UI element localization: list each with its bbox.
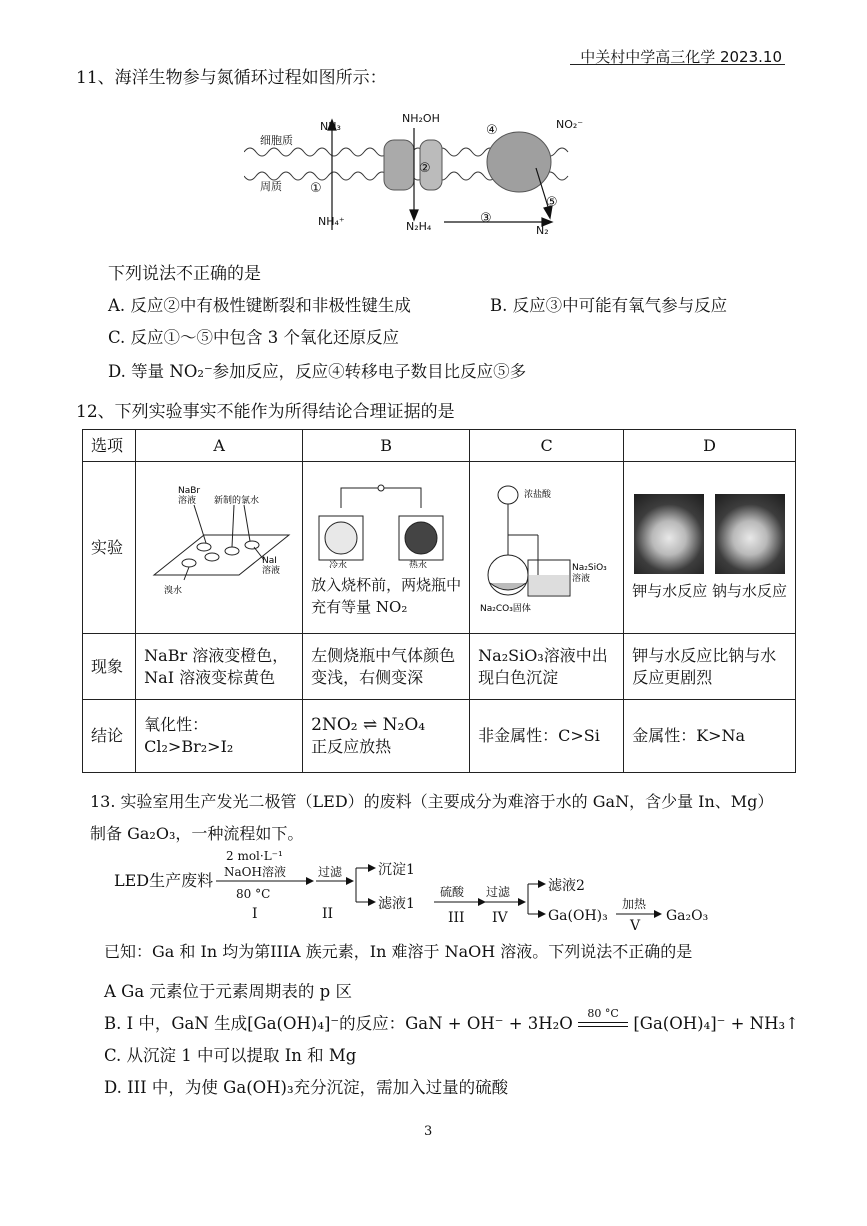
step-5-label: ⑤ <box>546 195 558 210</box>
page-number: 3 <box>424 1124 433 1139</box>
no2-note: 放入烧杯前，两烧瓶中充有等量 NO₂ <box>311 575 462 616</box>
flow-filt2: 滤液2 <box>548 878 585 894</box>
q13-stem-line2: 制备 Ga₂O₃，一种流程如下。 <box>90 824 304 843</box>
na2sio3-label: Na₂SiO₃ <box>572 562 607 573</box>
flow-cond3: 80 °C <box>236 887 271 901</box>
conclusion-b-equation: 2NO₂ ⇌ N₂O₄ <box>311 715 426 735</box>
q13-option-a[interactable]: A Ga 元素位于元素周期表的 p 区 <box>104 982 352 1001</box>
cold-water-label: 冷水 <box>329 560 348 568</box>
cell-b-experiment <box>303 462 470 634</box>
enzyme-4 <box>487 132 551 192</box>
flow-filter2: 过滤 <box>486 885 511 899</box>
row-label-experiment: 实验 <box>83 462 136 634</box>
q11-nitrogen-cycle-diagram <box>244 100 624 250</box>
flow-step4: IV <box>492 910 508 926</box>
cell-c-experiment <box>470 462 624 634</box>
q13-option-b[interactable] <box>104 1007 799 1036</box>
nai-sol-label: 溶液 <box>262 565 281 576</box>
cytoplasm-label: 细胞质 <box>260 134 293 147</box>
flow-heat: 加热 <box>622 897 647 911</box>
q13-option-d[interactable]: D. III 中，为使 Ga(OH)₃充分沉淀，需加入过量的硫酸 <box>104 1078 509 1097</box>
q13-stem-line1: 13. 实验室用生产发光二极管（LED）的废料（主要成分为难溶于水的 GaN，含少量 In、Mg） <box>90 792 774 811</box>
q13-option-b-condition: 80 °C <box>587 1007 619 1020</box>
q13-option-b-rhs: [Ga(OH)₄]⁻ + NH₃↑ <box>633 1014 799 1033</box>
nai-label: NaI <box>262 555 278 566</box>
chlorine-water-label: 新制的氯水 <box>214 495 260 506</box>
flow-step5: V <box>630 918 641 932</box>
q13-option-b-lhs: B. I 中，GaN 生成[Ga(OH)₄]⁻的反应：GaN + OH⁻ + 3H₂O <box>104 1014 573 1033</box>
header-c: C <box>470 430 624 462</box>
potassium-water-photo <box>634 494 704 574</box>
q11-stem: 11、海洋生物参与氮循环过程如图所示： <box>76 68 387 88</box>
row-label-conclusion: 结论 <box>83 700 136 773</box>
sodium-water-photo <box>715 494 785 574</box>
cell-b-phenomenon: 左侧烧瓶中气体颜色变浅，右侧变深 <box>303 634 470 700</box>
no2-label: NO₂⁻ <box>556 118 584 131</box>
cell-a-conclusion <box>136 700 303 773</box>
q13-option-c[interactable]: C. 从沉淀 1 中可以提取 In 和 Mg <box>104 1046 357 1065</box>
step-4-label: ④ <box>486 123 498 138</box>
header-d: D <box>624 430 796 462</box>
sodium-caption: 钠与水反应 <box>711 581 787 600</box>
flow-start: LED生产废料 <box>114 871 214 890</box>
flow-filter1: 过滤 <box>318 865 343 879</box>
conclusion-a-line2: Cl₂>Br₂>I₂ <box>144 737 234 756</box>
q11-option-d[interactable]: D. 等量 NO₂⁻参加反应，反应④转移电子数目比反应⑤多 <box>108 362 527 381</box>
na2co3-label: Na₂CO₃固体 <box>480 603 531 614</box>
nh4-label: NH₄⁺ <box>318 215 345 228</box>
potassium-caption: 钾与水反应 <box>632 581 708 600</box>
header-b: B <box>303 430 470 462</box>
hot-water-label: 热水 <box>409 560 428 568</box>
na2sio3-sol-label: 溶液 <box>572 573 591 584</box>
nh2oh-label: NH₂OH <box>402 112 440 125</box>
step-1-label: ① <box>310 181 322 196</box>
flow-cond2: NaOH溶液 <box>224 865 286 879</box>
flow-filt1: 滤液1 <box>378 896 415 912</box>
periplasm-label: 周质 <box>260 180 282 193</box>
spot-plate-figure <box>144 475 294 615</box>
header-option: 选项 <box>83 430 136 462</box>
hcl-label: 浓盐酸 <box>524 489 552 500</box>
q12-table <box>82 429 796 773</box>
flow-product: Ga₂O₃ <box>666 908 709 924</box>
q11-ask: 下列说法不正确的是 <box>108 264 261 284</box>
flow-ppt1: 沉淀1 <box>378 862 415 878</box>
nh3-label: NH₃ <box>320 120 341 133</box>
q13-flowchart <box>112 846 732 932</box>
flow-gaoh: Ga(OH)₃ <box>548 908 608 924</box>
cell-d-conclusion: 金属性：K>Na <box>624 700 796 773</box>
enzyme-2-left <box>384 140 414 190</box>
flow-step3: III <box>448 910 465 926</box>
nabr-sol-label: 溶液 <box>178 495 197 506</box>
conclusion-a-line1: 氧化性： <box>144 715 209 734</box>
header-a: A <box>136 430 303 462</box>
q11-option-c[interactable]: C. 反应①～⑤中包含 3 个氧化还原反应 <box>108 328 400 347</box>
no2-flasks-figure <box>311 478 461 568</box>
q12-stem: 12、下列实验事实不能作为所得结论合理证据的是 <box>76 402 455 422</box>
n2h4-label: N₂H₄ <box>406 220 432 233</box>
header-rule <box>570 64 785 65</box>
header-school: 中关村中学高三化学 2023.10 <box>580 48 782 66</box>
conclusion-b-line2: 正反应放热 <box>311 737 392 756</box>
nabr-label: NaBr <box>178 485 201 496</box>
cell-d-experiment <box>624 462 796 634</box>
bromine-water-label: 溴水 <box>164 585 183 596</box>
acid-strength-figure <box>478 475 613 615</box>
cell-c-phenomenon: Na₂SiO₃溶液中出现白色沉淀 <box>470 634 624 700</box>
cell-a-phenomenon: NaBr 溶液变橙色，NaI 溶液变棕黄色 <box>136 634 303 700</box>
flow-step1: I <box>252 906 258 922</box>
step-3-label: ③ <box>480 211 492 226</box>
q11-option-b[interactable]: B. 反应③中可能有氧气参与反应 <box>490 296 728 315</box>
cell-a-experiment <box>136 462 303 634</box>
cell-d-phenomenon: 钾与水反应比钠与水反应更剧烈 <box>624 634 796 700</box>
row-label-phenomenon: 现象 <box>83 634 136 700</box>
flow-acid: 硫酸 <box>440 885 465 899</box>
n2-label: N₂ <box>536 224 549 237</box>
flow-step2: II <box>322 906 334 922</box>
step-2-label: ② <box>419 161 431 176</box>
q13-known: 已知：Ga 和 In 均为第IIIA 族元素，In 难溶于 NaOH 溶液。下列说法不正确的是 <box>104 942 693 961</box>
q11-option-a[interactable]: A. 反应②中有极性键断裂和非极性键生成 <box>108 296 411 315</box>
cell-b-conclusion <box>303 700 470 773</box>
cell-c-conclusion: 非金属性：C>Si <box>470 700 624 773</box>
flow-cond1: 2 mol·L⁻¹ <box>226 849 283 863</box>
